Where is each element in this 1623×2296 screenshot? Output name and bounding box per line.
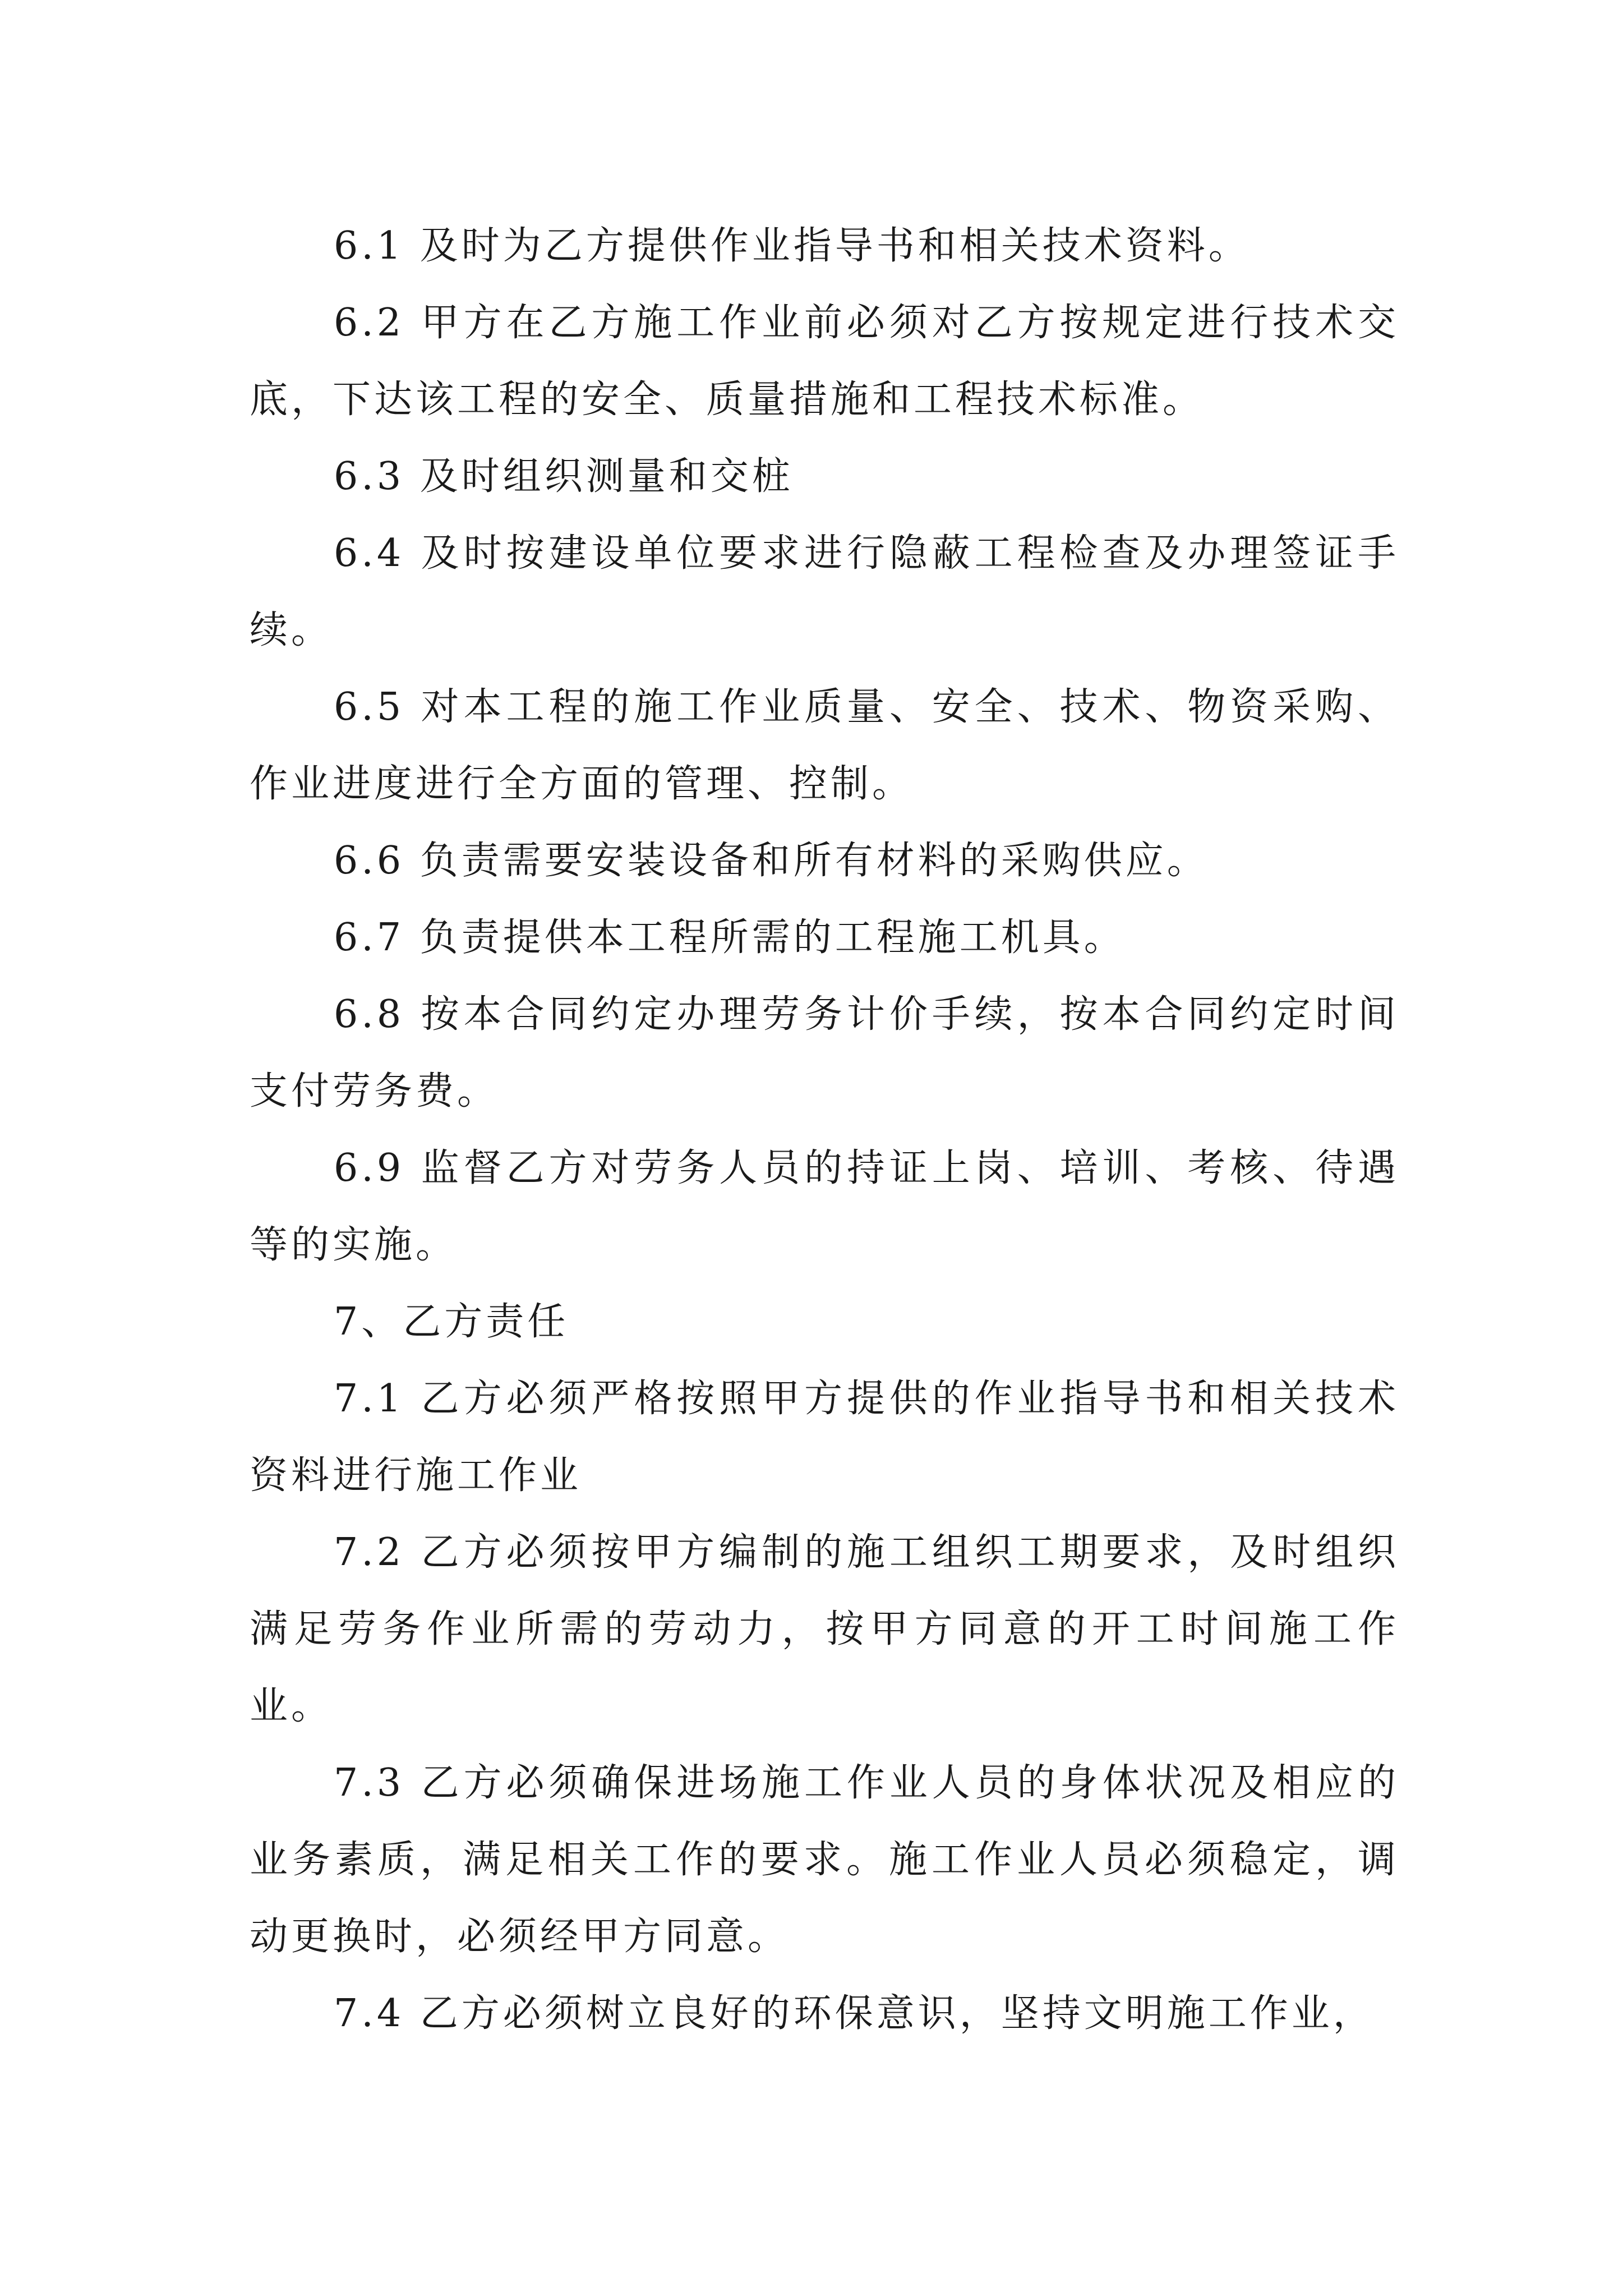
paragraph-6-9: 6.9 监督乙方对劳务人员的持证上岗、培训、考核、待遇等的实施。 [250, 1146, 1399, 1267]
paragraph-6-2: 6.2 甲方在乙方施工作业前必须对乙方按规定进行技术交底，下达该工程的安全、质量措施和工程技术标准。 [250, 301, 1399, 422]
paragraph-6-1: 6.1 及时为乙方提供作业指导书和相关技术资料。 [334, 224, 1250, 268]
paragraph-6-3: 6.3 及时组织测量和交桩 [334, 454, 794, 499]
paragraph-7-1: 7.1 乙方必须严格按照甲方提供的作业指导书和相关技术资料进行施工作业 [250, 1377, 1399, 1498]
paragraph-7-3: 7.3 乙方必须确保进场施工作业人员的身体状况及相应的业务素质，满足相关工作的要求。施工作业人员必须稳定，调动更换时，必须经甲方同意。 [250, 1761, 1399, 1959]
paragraph-6-7: 6.7 负责提供本工程所需的工程施工机具。 [334, 915, 1126, 960]
paragraph-6-8: 6.8 按本合同约定办理劳务计价手续，按本合同约定时间支付劳务费。 [250, 992, 1399, 1114]
section-heading-7: 7、乙方责任 [334, 1300, 569, 1344]
paragraph-7-4: 7.4 乙方必须树立良好的环保意识，坚持文明施工作业， [334, 1991, 1375, 2036]
paragraph-6-5: 6.5 对本工程的施工作业质量、安全、技术、物资采购、作业进度进行全方面的管理、控制。 [250, 685, 1399, 806]
paragraph-6-6: 6.6 负责需要安装设备和所有材料的采购供应。 [334, 839, 1209, 883]
paragraph-6-4: 6.4 及时按建设单位要求进行隐蔽工程检查及办理签证手续。 [250, 531, 1399, 652]
paragraph-7-2: 7.2 乙方必须按甲方编制的施工组织工期要求，及时组织满足劳务作业所需的劳动力，按甲方同意的开工时间施工作业。 [250, 1530, 1399, 1728]
document-body [250, 208, 1399, 2052]
